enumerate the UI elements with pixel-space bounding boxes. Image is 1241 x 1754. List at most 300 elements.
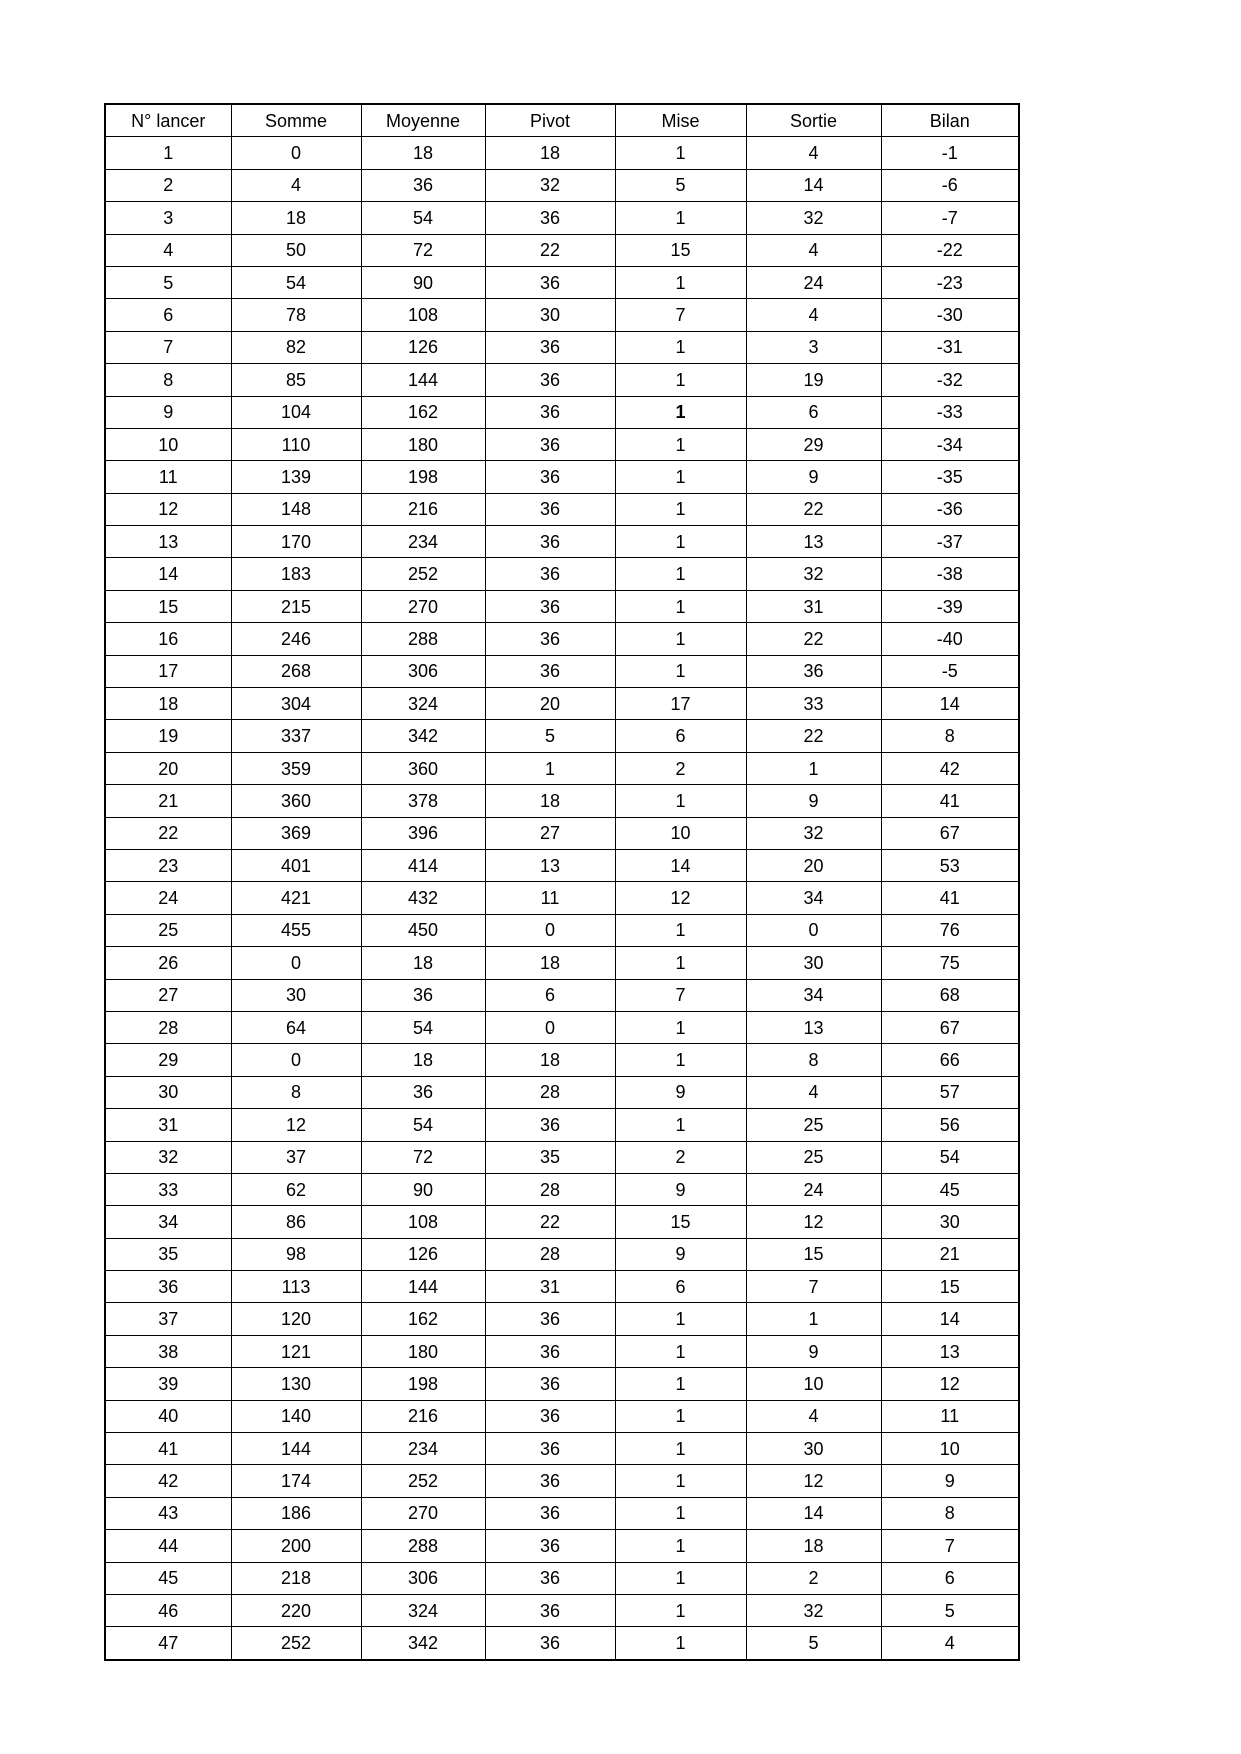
table-row — [105, 1562, 1019, 1594]
table-cell: 24 — [746, 266, 881, 298]
table-cell: 28 — [485, 1173, 615, 1205]
table-cell: 108 — [361, 1206, 485, 1238]
table-cell: -1 — [881, 137, 1019, 169]
table-cell: 216 — [361, 493, 485, 525]
column-header: Somme — [231, 104, 361, 137]
table-cell: 6 — [615, 1271, 746, 1303]
table-cell: 180 — [361, 428, 485, 460]
table-cell: 4 — [231, 169, 361, 201]
table-cell: 32 — [105, 1141, 231, 1173]
table-cell: 36 — [485, 396, 615, 428]
table-cell: 12 — [746, 1206, 881, 1238]
table-row — [105, 1238, 1019, 1270]
table-cell: 2 — [105, 169, 231, 201]
table-cell: 11 — [105, 461, 231, 493]
table-cell: 0 — [485, 1011, 615, 1043]
table-cell: 7 — [615, 299, 746, 331]
table-row — [105, 1368, 1019, 1400]
table-cell: 5 — [881, 1594, 1019, 1626]
table-cell: 421 — [231, 882, 361, 914]
table-cell: 36 — [485, 1627, 615, 1660]
table-cell: 174 — [231, 1465, 361, 1497]
table-cell: 36 — [361, 169, 485, 201]
table-cell: 39 — [105, 1368, 231, 1400]
table-cell: 2 — [746, 1562, 881, 1594]
table-cell: 34 — [746, 882, 881, 914]
table-cell: 14 — [746, 169, 881, 201]
table-cell: 4 — [746, 137, 881, 169]
table-cell: 36 — [485, 526, 615, 558]
table-cell: 246 — [231, 623, 361, 655]
table-cell: 30 — [231, 979, 361, 1011]
table-cell: 30 — [746, 947, 881, 979]
table-cell: -38 — [881, 558, 1019, 590]
table-cell: 30 — [105, 1076, 231, 1108]
table-cell: 25 — [746, 1141, 881, 1173]
table-cell: 36 — [485, 428, 615, 460]
table-row — [105, 1627, 1019, 1660]
table-cell: 18 — [746, 1530, 881, 1562]
table-cell: 6 — [485, 979, 615, 1011]
table-cell: 21 — [105, 785, 231, 817]
table-cell: 22 — [746, 623, 881, 655]
table-cell: 1 — [746, 1303, 881, 1335]
table-cell: 183 — [231, 558, 361, 590]
table-cell: 324 — [361, 688, 485, 720]
table-cell: 324 — [361, 1594, 485, 1626]
table-cell: 41 — [881, 882, 1019, 914]
table-cell: 14 — [881, 1303, 1019, 1335]
table-cell: 268 — [231, 655, 361, 687]
table-cell: 1 — [746, 752, 881, 784]
table-cell: 28 — [485, 1238, 615, 1270]
table-cell: 1 — [615, 1335, 746, 1367]
table-cell: 66 — [881, 1044, 1019, 1076]
table-cell: 47 — [105, 1627, 231, 1660]
table-cell: 36 — [485, 364, 615, 396]
table-cell: 8 — [105, 364, 231, 396]
table-row — [105, 331, 1019, 363]
table-cell: 85 — [231, 364, 361, 396]
table-cell: 22 — [746, 493, 881, 525]
table-cell: 23 — [105, 849, 231, 881]
table-cell: 34 — [746, 979, 881, 1011]
table-cell: 31 — [746, 590, 881, 622]
table-cell: 13 — [105, 526, 231, 558]
table-cell: 37 — [105, 1303, 231, 1335]
table-cell: 1 — [615, 1109, 746, 1141]
table-cell: 36 — [485, 1594, 615, 1626]
table-row — [105, 202, 1019, 234]
table-cell: 9 — [105, 396, 231, 428]
table-cell: 18 — [485, 947, 615, 979]
table-cell: 140 — [231, 1400, 361, 1432]
table-cell: 252 — [231, 1627, 361, 1660]
table-cell: 252 — [361, 1465, 485, 1497]
table-cell: 1 — [615, 493, 746, 525]
table-cell: 414 — [361, 849, 485, 881]
table-cell: 20 — [105, 752, 231, 784]
table-cell: 45 — [105, 1562, 231, 1594]
table-cell: 9 — [615, 1173, 746, 1205]
table-cell: 54 — [881, 1141, 1019, 1173]
table-cell: 252 — [361, 558, 485, 590]
table-cell: 15 — [746, 1238, 881, 1270]
table-cell: 32 — [485, 169, 615, 201]
table-row — [105, 1173, 1019, 1205]
table-cell: 72 — [361, 234, 485, 266]
table-cell: 42 — [105, 1465, 231, 1497]
table-row — [105, 396, 1019, 428]
table-cell: 13 — [485, 849, 615, 881]
table-row — [105, 688, 1019, 720]
table-cell: 86 — [231, 1206, 361, 1238]
table-cell: 148 — [231, 493, 361, 525]
table-cell: 12 — [746, 1465, 881, 1497]
table-cell: 22 — [746, 720, 881, 752]
table-cell: 4 — [746, 234, 881, 266]
table-row — [105, 428, 1019, 460]
table-cell: 1 — [615, 785, 746, 817]
table-cell: 1 — [615, 558, 746, 590]
table-row — [105, 785, 1019, 817]
table-cell: 6 — [746, 396, 881, 428]
table-cell: 0 — [231, 137, 361, 169]
table-cell: 104 — [231, 396, 361, 428]
table-cell: 28 — [105, 1011, 231, 1043]
table-cell: 18 — [361, 947, 485, 979]
table-cell: 113 — [231, 1271, 361, 1303]
table-row — [105, 1433, 1019, 1465]
table-cell: 22 — [105, 817, 231, 849]
table-cell: 18 — [485, 137, 615, 169]
table-cell: 1 — [615, 1562, 746, 1594]
table-cell: 220 — [231, 1594, 361, 1626]
table-cell: 337 — [231, 720, 361, 752]
table-cell: 41 — [881, 785, 1019, 817]
table-cell: 359 — [231, 752, 361, 784]
table-cell: 18 — [105, 688, 231, 720]
table-cell: 1 — [615, 1627, 746, 1660]
table-cell: 200 — [231, 1530, 361, 1562]
table-row — [105, 590, 1019, 622]
table-cell: 1 — [615, 623, 746, 655]
table-cell: 360 — [231, 785, 361, 817]
table-cell: 432 — [361, 882, 485, 914]
table-cell: 1 — [615, 590, 746, 622]
table-cell: 18 — [361, 1044, 485, 1076]
table-cell: 34 — [105, 1206, 231, 1238]
table-cell: 1 — [615, 1368, 746, 1400]
table-cell: 1 — [615, 364, 746, 396]
table-row — [105, 655, 1019, 687]
table-cell: 130 — [231, 1368, 361, 1400]
table-cell: 6 — [615, 720, 746, 752]
table-cell: -31 — [881, 331, 1019, 363]
table-cell: 36 — [485, 655, 615, 687]
table-cell: 36 — [361, 979, 485, 1011]
table-row — [105, 137, 1019, 169]
table-cell: 10 — [881, 1433, 1019, 1465]
table-row — [105, 1594, 1019, 1626]
column-header: Pivot — [485, 104, 615, 137]
table-cell: 75 — [881, 947, 1019, 979]
table-row — [105, 364, 1019, 396]
table-cell: 33 — [746, 688, 881, 720]
table-cell: 0 — [746, 914, 881, 946]
table-cell: 30 — [485, 299, 615, 331]
table-cell: 13 — [881, 1335, 1019, 1367]
table-body — [105, 137, 1019, 1660]
table-row — [105, 979, 1019, 1011]
table-cell: 218 — [231, 1562, 361, 1594]
table-row — [105, 1271, 1019, 1303]
table-cell: 342 — [361, 720, 485, 752]
table-cell: 36 — [485, 1465, 615, 1497]
table-cell: 36 — [485, 1109, 615, 1141]
table-cell: 37 — [231, 1141, 361, 1173]
table-cell: 19 — [105, 720, 231, 752]
table-cell: 2 — [615, 752, 746, 784]
table-cell: 20 — [746, 849, 881, 881]
table-cell: 18 — [485, 1044, 615, 1076]
table-cell: 40 — [105, 1400, 231, 1432]
table-cell: 5 — [105, 266, 231, 298]
table-cell: 11 — [485, 882, 615, 914]
table-cell: 27 — [105, 979, 231, 1011]
table-row — [105, 1530, 1019, 1562]
table-row — [105, 526, 1019, 558]
table-cell: 5 — [615, 169, 746, 201]
table-cell: 36 — [485, 1530, 615, 1562]
table-row — [105, 1465, 1019, 1497]
results-table — [104, 103, 1020, 1661]
table-cell: 29 — [746, 428, 881, 460]
table-cell: 108 — [361, 299, 485, 331]
table-cell: 9 — [746, 1335, 881, 1367]
table-cell: 2 — [615, 1141, 746, 1173]
table-cell: 126 — [361, 1238, 485, 1270]
table-cell: 9 — [615, 1076, 746, 1108]
table-cell: 1 — [105, 137, 231, 169]
table-cell: 144 — [361, 1271, 485, 1303]
table-cell: 110 — [231, 428, 361, 460]
table-cell: 378 — [361, 785, 485, 817]
table-cell: 10 — [615, 817, 746, 849]
table-cell: 1 — [615, 461, 746, 493]
column-header: Moyenne — [361, 104, 485, 137]
table-cell: 144 — [361, 364, 485, 396]
table-cell: 36 — [485, 331, 615, 363]
table-row — [105, 1044, 1019, 1076]
table-cell: 43 — [105, 1497, 231, 1529]
table-cell: 36 — [485, 1335, 615, 1367]
table-row — [105, 1011, 1019, 1043]
table-cell: 32 — [746, 558, 881, 590]
table-row — [105, 849, 1019, 881]
table-cell: 62 — [231, 1173, 361, 1205]
table-cell: -36 — [881, 493, 1019, 525]
column-header: Mise — [615, 104, 746, 137]
table-cell: 0 — [231, 947, 361, 979]
table-cell: 35 — [485, 1141, 615, 1173]
table-cell: 288 — [361, 1530, 485, 1562]
table-cell: 215 — [231, 590, 361, 622]
column-header: N° lancer — [105, 104, 231, 137]
table-row — [105, 1141, 1019, 1173]
table-cell: 5 — [485, 720, 615, 752]
table-cell: 36 — [485, 266, 615, 298]
table-row — [105, 266, 1019, 298]
table-cell: 4 — [746, 1400, 881, 1432]
table-cell: 1 — [615, 1433, 746, 1465]
table-cell: 54 — [361, 202, 485, 234]
table-cell: 41 — [105, 1433, 231, 1465]
table-cell: 17 — [105, 655, 231, 687]
table-cell: 16 — [105, 623, 231, 655]
table-cell: 64 — [231, 1011, 361, 1043]
table-cell: 8 — [881, 1497, 1019, 1529]
table-cell: 396 — [361, 817, 485, 849]
table-cell: 9 — [746, 461, 881, 493]
column-header: Bilan — [881, 104, 1019, 137]
table-cell: 5 — [746, 1627, 881, 1660]
table-cell: 9 — [615, 1238, 746, 1270]
table-cell: 8 — [881, 720, 1019, 752]
table-cell: 144 — [231, 1433, 361, 1465]
table-cell: 13 — [746, 1011, 881, 1043]
table-cell: 342 — [361, 1627, 485, 1660]
table-cell: 120 — [231, 1303, 361, 1335]
table-cell: 13 — [746, 526, 881, 558]
table-cell: 1 — [615, 947, 746, 979]
table-cell: 56 — [881, 1109, 1019, 1141]
table-cell: 6 — [881, 1562, 1019, 1594]
table-cell: 4 — [746, 1076, 881, 1108]
table-cell: 53 — [881, 849, 1019, 881]
table-cell: 8 — [746, 1044, 881, 1076]
table-row — [105, 623, 1019, 655]
table-cell: -7 — [881, 202, 1019, 234]
table-cell: -30 — [881, 299, 1019, 331]
table-cell: -6 — [881, 169, 1019, 201]
table-cell: 30 — [881, 1206, 1019, 1238]
table-cell: 21 — [881, 1238, 1019, 1270]
table-cell: 76 — [881, 914, 1019, 946]
table-row — [105, 752, 1019, 784]
table-cell: 27 — [485, 817, 615, 849]
table-cell: 24 — [105, 882, 231, 914]
table-cell: 186 — [231, 1497, 361, 1529]
table-cell: 10 — [746, 1368, 881, 1400]
table-cell: 14 — [746, 1497, 881, 1529]
table-cell: 54 — [361, 1011, 485, 1043]
table-cell: 67 — [881, 1011, 1019, 1043]
table-cell: 1 — [615, 914, 746, 946]
table-cell: 32 — [746, 1594, 881, 1626]
table-cell: 270 — [361, 1497, 485, 1529]
table-cell: 57 — [881, 1076, 1019, 1108]
table-cell: 98 — [231, 1238, 361, 1270]
table-cell: 38 — [105, 1335, 231, 1367]
table-cell: 22 — [485, 234, 615, 266]
table-row — [105, 169, 1019, 201]
table-cell: 4 — [105, 234, 231, 266]
table-cell: 170 — [231, 526, 361, 558]
table-row — [105, 461, 1019, 493]
table-cell: 234 — [361, 526, 485, 558]
table-row — [105, 1109, 1019, 1141]
table-cell: 25 — [105, 914, 231, 946]
table-cell: 234 — [361, 1433, 485, 1465]
table-cell: 19 — [746, 364, 881, 396]
table-row — [105, 817, 1019, 849]
table-cell: 7 — [746, 1271, 881, 1303]
table-cell: -34 — [881, 428, 1019, 460]
table-cell: 68 — [881, 979, 1019, 1011]
table-cell: 7 — [615, 979, 746, 1011]
table-cell: 36 — [485, 493, 615, 525]
table-cell: -32 — [881, 364, 1019, 396]
table-cell: 35 — [105, 1238, 231, 1270]
table-cell: 1 — [615, 428, 746, 460]
table-cell: -23 — [881, 266, 1019, 298]
table-cell: 1 — [615, 1044, 746, 1076]
table-cell: 78 — [231, 299, 361, 331]
table-cell: 288 — [361, 623, 485, 655]
table-cell: 36 — [746, 655, 881, 687]
table-cell: 6 — [105, 299, 231, 331]
table-cell: 162 — [361, 1303, 485, 1335]
table-cell: 36 — [361, 1076, 485, 1108]
table-cell: 14 — [105, 558, 231, 590]
table-cell: 45 — [881, 1173, 1019, 1205]
table-cell: 17 — [615, 688, 746, 720]
table-cell: 30 — [746, 1433, 881, 1465]
table-cell: 18 — [485, 785, 615, 817]
table-cell: 20 — [485, 688, 615, 720]
table-cell: 450 — [361, 914, 485, 946]
table-cell: 162 — [361, 396, 485, 428]
table-cell: 1 — [615, 266, 746, 298]
table-cell: 46 — [105, 1594, 231, 1626]
table-row — [105, 1497, 1019, 1529]
table-row — [105, 299, 1019, 331]
table-cell: 3 — [105, 202, 231, 234]
table-cell: 31 — [485, 1271, 615, 1303]
table-cell: 28 — [485, 1076, 615, 1108]
table-row — [105, 493, 1019, 525]
table-cell: 14 — [881, 688, 1019, 720]
table-cell: 1 — [615, 1497, 746, 1529]
table-cell: 369 — [231, 817, 361, 849]
table-cell: 33 — [105, 1173, 231, 1205]
table-cell: 72 — [361, 1141, 485, 1173]
table-cell: 11 — [881, 1400, 1019, 1432]
table-cell: 25 — [746, 1109, 881, 1141]
table-cell: 270 — [361, 590, 485, 622]
table-cell: 42 — [881, 752, 1019, 784]
table-row — [105, 1335, 1019, 1367]
table-row — [105, 558, 1019, 590]
table-cell: 36 — [485, 1562, 615, 1594]
table-cell: 24 — [746, 1173, 881, 1205]
table-cell: 18 — [361, 137, 485, 169]
table-cell: 4 — [746, 299, 881, 331]
table-cell: 36 — [485, 1368, 615, 1400]
table-row — [105, 1076, 1019, 1108]
table-cell: 36 — [485, 1433, 615, 1465]
